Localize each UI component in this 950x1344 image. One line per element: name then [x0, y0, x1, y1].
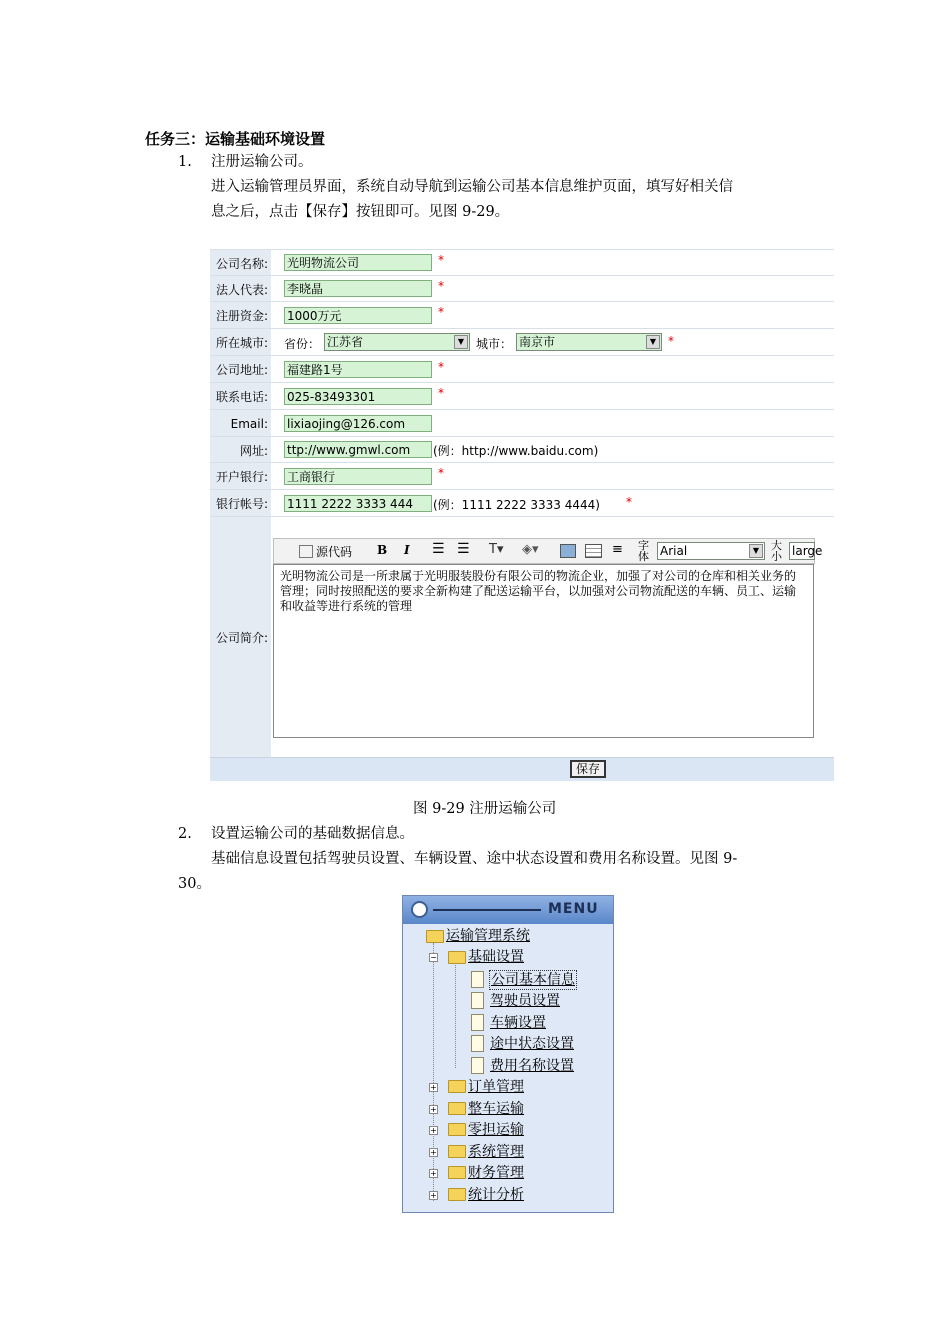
menu-system-mgmt[interactable]: 系统管理 — [468, 1144, 524, 1160]
document-icon — [471, 992, 484, 1009]
menu-statistics[interactable]: 统计分析 — [468, 1187, 524, 1203]
label-legal: 法人代表: — [210, 276, 271, 302]
menu-root[interactable]: 运输管理系统 — [446, 928, 530, 944]
folder-icon — [448, 1188, 466, 1201]
source-code-button[interactable]: 源代码 — [299, 543, 352, 560]
chevron-down-icon: ▼ — [749, 544, 763, 558]
row-website — [210, 436, 834, 463]
website-input[interactable]: ttp://www.gmwl.com — [284, 441, 432, 458]
document-icon — [471, 1035, 484, 1052]
rule-icon[interactable]: ≡ — [612, 542, 623, 557]
chevron-down-icon: ▼ — [454, 335, 468, 349]
header-line — [433, 909, 541, 911]
label-company-name: 公司名称: — [210, 250, 271, 276]
label-capital: 注册资金: — [210, 302, 271, 329]
folder-icon — [448, 1123, 466, 1136]
table-icon[interactable] — [585, 544, 602, 558]
folder-icon — [448, 1102, 466, 1115]
account-example: (例：1111 2222 3333 4444) — [433, 498, 600, 512]
row-city — [210, 328, 834, 356]
company-name-input[interactable]: 光明物流公司 — [284, 254, 432, 271]
unordered-list-icon[interactable]: ☰ — [457, 541, 470, 557]
row-company-name — [210, 249, 834, 276]
bank-input[interactable]: 工商银行 — [284, 468, 432, 485]
website-example: (例：http://www.baidu.com) — [433, 444, 599, 458]
step1-line2: 息之后，点击【保存】按钮即可。见图 9-29。 — [211, 204, 510, 220]
font-select[interactable]: Arial ▼ — [657, 542, 765, 560]
label-bank: 开户银行: — [210, 463, 271, 490]
tree-line — [433, 943, 435, 1201]
menu-item-fee-name[interactable]: 费用名称设置 — [490, 1058, 574, 1074]
bg-color-icon[interactable]: ◈▾ — [522, 542, 539, 557]
menu-tree-figure — [402, 895, 614, 1213]
label-city: 所在城市: — [210, 329, 271, 356]
ordered-list-icon[interactable]: ☰ — [432, 541, 445, 557]
tree-line — [455, 965, 457, 1068]
expand-icon[interactable]: + — [430, 1169, 437, 1178]
required-mark: * — [438, 305, 444, 319]
folder-open-icon — [426, 930, 444, 943]
circle-icon — [411, 901, 428, 918]
section-heading: 任务三：运输基础环境设置 — [145, 130, 326, 148]
step2-number: 2. — [178, 826, 192, 842]
font-label: 字 体 — [638, 539, 649, 563]
expand-icon[interactable]: + — [430, 1148, 437, 1157]
label-intro: 公司简介: — [210, 517, 271, 758]
row-address — [210, 355, 834, 383]
menu-item-transit-status[interactable]: 途中状态设置 — [490, 1036, 574, 1052]
editor-toolbar — [273, 538, 823, 564]
chevron-down-icon: ▼ — [646, 335, 660, 349]
legal-rep-input[interactable]: 李晓晶 — [284, 280, 432, 297]
document-icon — [471, 1057, 484, 1074]
step2-line2: 30。 — [178, 876, 211, 892]
source-icon — [299, 545, 313, 558]
save-button[interactable]: 保存 — [570, 760, 606, 778]
required-mark: * — [438, 466, 444, 480]
step1-line1: 进入运输管理员界面，系统自动导航到运输公司基本信息维护页面，填写好相关信 — [211, 179, 733, 195]
figure-caption-9-29: 图 9-29 注册运输公司 — [413, 801, 557, 817]
expand-icon[interactable]: + — [430, 1083, 437, 1092]
text-color-icon[interactable]: T▾ — [489, 542, 504, 557]
size-select[interactable]: large — [789, 542, 815, 560]
document-icon — [471, 1014, 484, 1031]
required-mark: * — [438, 253, 444, 267]
address-input[interactable]: 福建路1号 — [284, 361, 432, 378]
menu-basic-settings[interactable]: 基础设置 — [468, 949, 524, 965]
menu-finance[interactable]: 财务管理 — [468, 1165, 524, 1181]
italic-button[interactable]: I — [404, 543, 410, 557]
folder-icon — [448, 1080, 466, 1093]
collapse-icon[interactable]: − — [430, 953, 437, 962]
city-label: 城市： — [476, 337, 513, 351]
required-mark: * — [668, 334, 674, 348]
folder-icon — [448, 1166, 466, 1179]
label-phone: 联系电话: — [210, 383, 271, 410]
label-email: Email: — [210, 410, 271, 437]
account-input[interactable]: 1111 2222 3333 444 — [284, 495, 432, 512]
expand-icon[interactable]: + — [430, 1191, 437, 1200]
province-label: 省份： — [284, 337, 321, 351]
step2-title: 设置运输公司的基础数据信息。 — [211, 826, 414, 842]
menu-ltl[interactable]: 零担运输 — [468, 1122, 524, 1138]
step2-line1: 基础信息设置包括驾驶员设置、车辆设置、途中状态设置和费用名称设置。见图 9- — [211, 851, 738, 867]
menu-item-company-info[interactable]: 公司基本信息 — [491, 972, 575, 988]
row-phone — [210, 382, 834, 410]
menu-title: MENU — [548, 901, 599, 917]
row-capital — [210, 301, 834, 329]
menu-header — [403, 896, 613, 924]
label-account: 银行帐号: — [210, 490, 271, 517]
row-legal — [210, 275, 834, 302]
intro-editor[interactable]: 光明物流公司是一所隶属于光明服装股份有限公司的物流企业，加强了对公司的仓库和相关业务的管理；同时按照配送的要求全新构建了配送运输平台，以加强对公司物流配送的车辆、员工、运输和收益等进行系统的管理 — [273, 564, 814, 738]
province-select[interactable]: 江苏省 ▼ — [324, 333, 470, 351]
bold-button[interactable]: B — [377, 543, 388, 557]
company-form-figure — [210, 249, 834, 780]
required-mark: * — [438, 279, 444, 293]
size-label: 大 小 — [771, 539, 782, 563]
image-icon[interactable] — [560, 544, 576, 558]
save-bar — [210, 757, 834, 781]
step1-title: 注册运输公司。 — [211, 154, 313, 170]
folder-icon — [448, 1145, 466, 1158]
menu-order-mgmt[interactable]: 订单管理 — [468, 1079, 524, 1095]
row-email — [210, 409, 834, 437]
expand-icon[interactable]: + — [430, 1105, 437, 1114]
capital-input[interactable]: 1000万元 — [284, 307, 432, 324]
city-select[interactable]: 南京市 ▼ — [516, 333, 662, 351]
email-input[interactable]: lixiaojing@126.com — [284, 415, 432, 432]
row-account — [210, 489, 834, 517]
row-bank — [210, 462, 834, 490]
required-mark: * — [438, 386, 444, 400]
label-address: 公司地址: — [210, 356, 271, 383]
required-mark: * — [626, 495, 632, 509]
expand-icon[interactable]: + — [430, 1126, 437, 1135]
document-icon — [471, 971, 484, 988]
menu-item-driver[interactable]: 驾驶员设置 — [490, 993, 560, 1009]
phone-input[interactable]: 025-83493301 — [284, 388, 432, 405]
folder-open-icon — [448, 951, 466, 964]
label-website: 网址: — [210, 437, 271, 463]
menu-item-vehicle[interactable]: 车辆设置 — [490, 1015, 546, 1031]
required-mark: * — [438, 360, 444, 374]
step1-number: 1. — [178, 154, 192, 170]
menu-full-truck[interactable]: 整车运输 — [468, 1101, 524, 1117]
